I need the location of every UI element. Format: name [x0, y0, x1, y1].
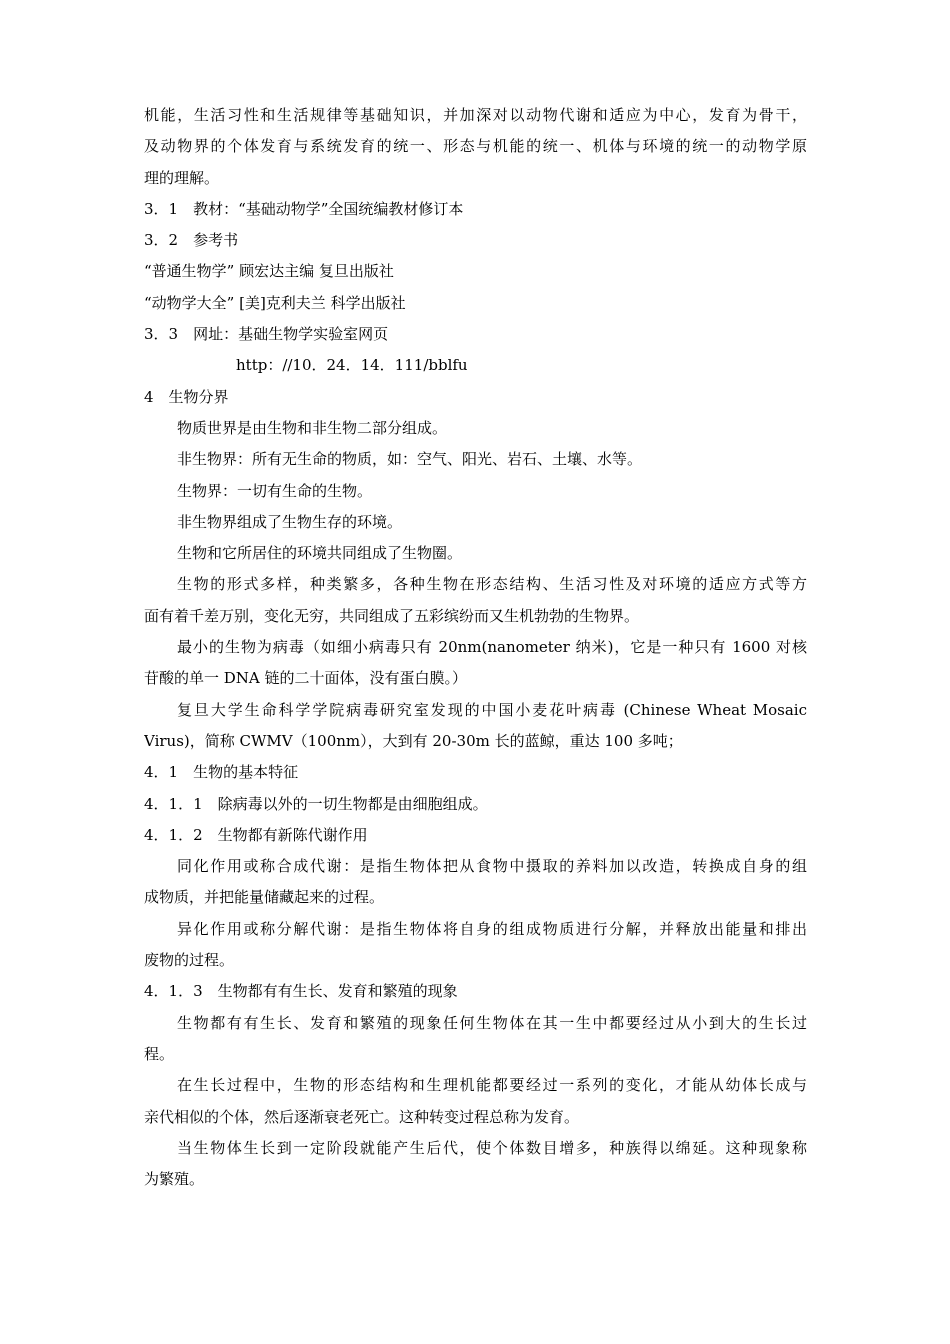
text-line: 程。: [144, 1044, 175, 1063]
document-body: [144, 100, 807, 1195]
text-line: 废物的过程。: [144, 951, 235, 970]
text-line: 非生物界组成了生物生存的环境。: [177, 512, 403, 531]
text-line: 复旦大学生命科学学院病毒研究室发现的中国小麦花叶病毒 (Chinese Wheat Mosaic: [177, 700, 807, 719]
text-line: 4．1．1 除病毒以外的一切生物都是由细胞组成。: [144, 794, 488, 813]
text-line: “普通生物学” 顾宏达主编 复旦出版社: [144, 262, 394, 281]
text-line: 同化作用或称合成代谢：是指生物体把从食物中摄取的养料加以改造，转换成自身的组: [177, 857, 807, 876]
text-line: 在生长过程中，生物的形态结构和生理机能都要经过一系列的变化，才能从幼体长成与: [177, 1076, 807, 1095]
text-line: 3．3 网址：基础生物学实验室网页: [144, 325, 389, 344]
text-line: 理的理解。: [144, 168, 220, 187]
text-line: 亲代相似的个体，然后逐渐衰老死亡。这种转变过程总称为发育。: [144, 1107, 580, 1126]
text-line: 成物质，并把能量储藏起来的过程。: [144, 888, 385, 907]
text-line: 最小的生物为病毒（如细小病毒只有 20nm(nanometer 纳米)，它是一种只有 1600 对核: [177, 638, 807, 657]
text-line: 3．1 教材：“基础动物学”全国统编教材修订本: [144, 199, 464, 218]
text-line: 4．1 生物的基本特征: [144, 763, 299, 782]
text-line: 及动物界的个体发育与系统发育的统一、形态与机能的统一、机体与环境的统一的动物学原: [144, 137, 807, 156]
text-line: 面有着千差万别，变化无穷，共同组成了五彩缤纷而又生机勃勃的生物界。: [144, 606, 640, 625]
text-line: 生物和它所居住的环境共同组成了生物圈。: [177, 544, 463, 563]
text-line: 物质世界是由生物和非生物二部分组成。: [177, 418, 448, 437]
text-line: http：//10．24．14．111/bblfu: [236, 356, 468, 375]
text-line: Virus)，简称 CWMV（100nm），大到有 20-30m 长的蓝鲸，重达 100 多吨；: [144, 731, 683, 750]
text-line: 4．1．2 生物都有新陈代谢作用: [144, 825, 368, 844]
text-line: 生物的形式多样，种类繁多，各种生物在形态结构、生活习性及对环境的适应方式等方: [177, 575, 807, 594]
text-line: 当生物体生长到一定阶段就能产生后代，使个体数目增多，种族得以绵延。这种现象称: [177, 1138, 807, 1157]
text-line: 机能，生活习性和生活规律等基础知识，并加深对以动物代谢和适应为中心，发育为骨干，: [144, 106, 807, 124]
text-line: 非生物界：所有无生命的物质，如：空气、阳光、岩石、土壤、水等。: [177, 450, 643, 469]
text-line: 为繁殖。: [144, 1170, 205, 1189]
text-line: 生物都有有生长、发育和繁殖的现象任何生物体在其一生中都要经过从小到大的生长过: [177, 1013, 807, 1032]
text-line: 3．2 参考书: [144, 231, 239, 250]
text-line: 苷酸的单一 DNA 链的二十面体，没有蛋白膜。）: [144, 669, 468, 688]
text-line: “动物学大全” [美]克利夫兰 科学出版社: [144, 293, 406, 312]
text-line: 4．1．3 生物都有有生长、发育和繁殖的现象: [144, 982, 458, 1001]
text-line: 异化作用或称分解代谢：是指生物体将自身的组成物质进行分解，并释放出能量和排出: [177, 919, 807, 938]
text-line: 生物界：一切有生命的生物。: [177, 481, 373, 500]
text-line: 4 生物分界: [144, 387, 229, 406]
